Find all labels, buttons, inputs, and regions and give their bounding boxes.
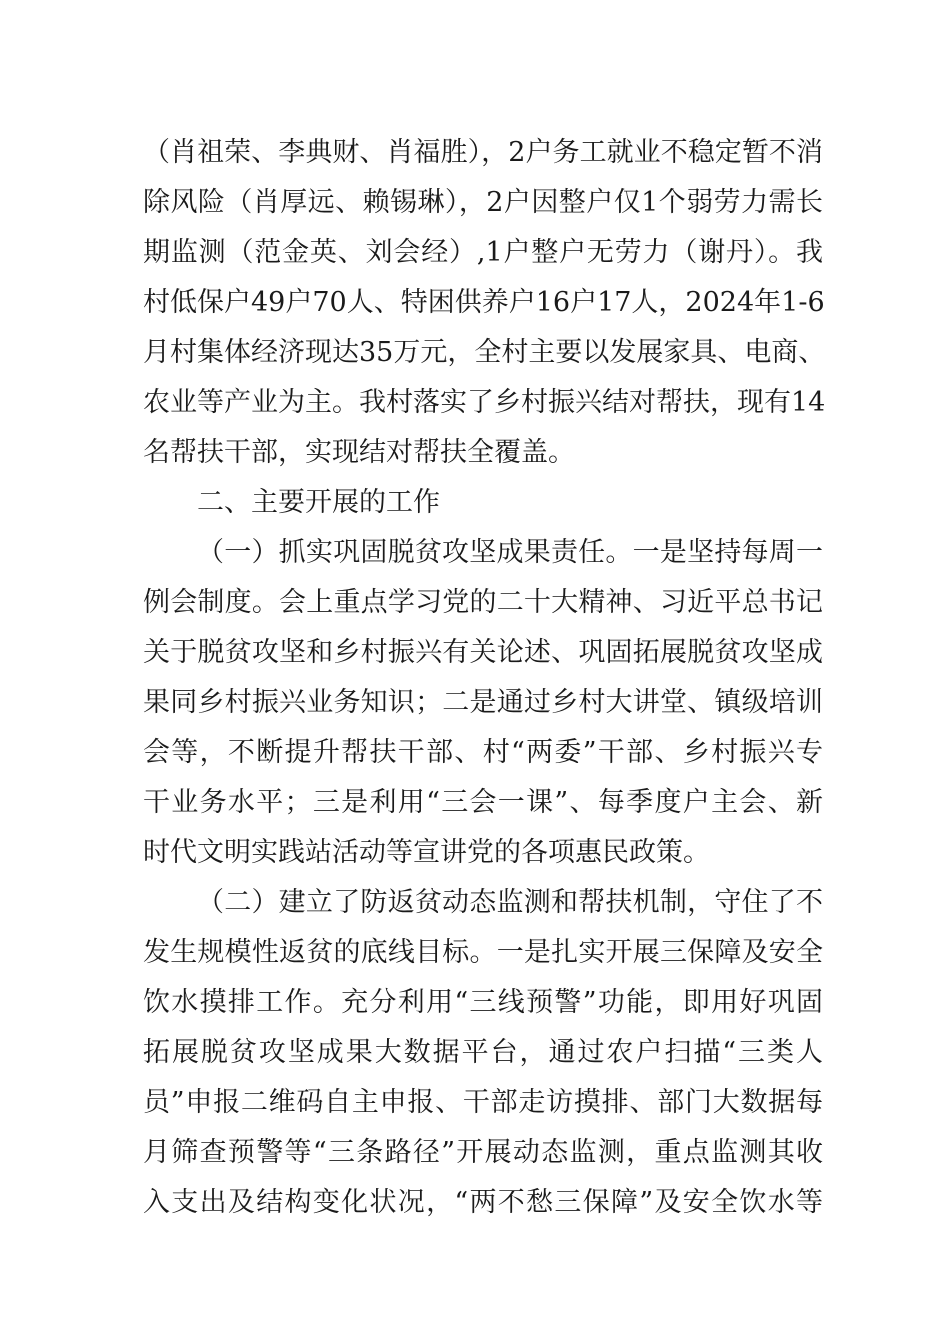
text-line-16: （二）建立了防返贫动态监测和帮扶机制，守住了不	[197, 887, 823, 918]
text-line-1: （肖祖荣、李典财、肖福胜），2户务工就业不稳定暂不消	[143, 137, 823, 168]
text-line-7: 名帮扶干部，实现结对帮扶全覆盖。	[143, 437, 575, 468]
text-line-3: 期监测（范金英、刘会经）,1户整户无劳力（谢丹）。我	[143, 237, 823, 268]
text-line-20: 员”申报二维码自主申报、干部走访摸排、部门大数据每	[143, 1087, 823, 1118]
text-line-11: 关于脱贫攻坚和乡村振兴有关论述、巩固拓展脱贫攻坚成	[143, 637, 823, 668]
text-line-10: 例会制度。会上重点学习党的二十大精神、习近平总书记	[143, 587, 823, 618]
text-line-18: 饮水摸排工作。充分利用“三线预警”功能，即用好巩固	[143, 987, 823, 1018]
text-line-9: （一）抓实巩固脱贫攻坚成果责任。一是坚持每周一	[197, 537, 823, 568]
text-line-15: 时代文明实践站活动等宣讲党的各项惠民政策。	[143, 837, 710, 868]
text-line-12: 果同乡村振兴业务知识；二是通过乡村大讲堂、镇级培训	[143, 687, 823, 718]
text-line-2: 除风险（肖厚远、赖锡琳），2户因整户仅1个弱劳力需长	[143, 187, 823, 218]
text-line-22: 入支出及结构变化状况，“两不愁三保障”及安全饮水等	[143, 1187, 823, 1218]
text-line-5: 月村集体经济现达35万元，全村主要以发展家具、电商、	[143, 337, 826, 368]
text-line-17: 发生规模性返贫的底线目标。一是扎实开展三保障及安全	[143, 937, 823, 968]
section-heading: 二、主要开展的工作	[197, 487, 440, 518]
text-line-19: 拓展脱贫攻坚成果大数据平台，通过农户扫描“三类人	[143, 1037, 823, 1068]
text-line-13: 会等，不断提升帮扶干部、村“两委”干部、乡村振兴专	[143, 737, 823, 768]
text-line-6: 农业等产业为主。我村落实了乡村振兴结对帮扶，现有14	[143, 387, 826, 418]
text-line-4: 村低保户49户70人、特困供养户16户17人，2024年1-6	[143, 287, 825, 318]
text-line-21: 月筛查预警等“三条路径”开展动态监测，重点监测其收	[143, 1137, 823, 1168]
text-line-14: 干业务水平；三是利用“三会一课”、每季度户主会、新	[143, 787, 823, 818]
